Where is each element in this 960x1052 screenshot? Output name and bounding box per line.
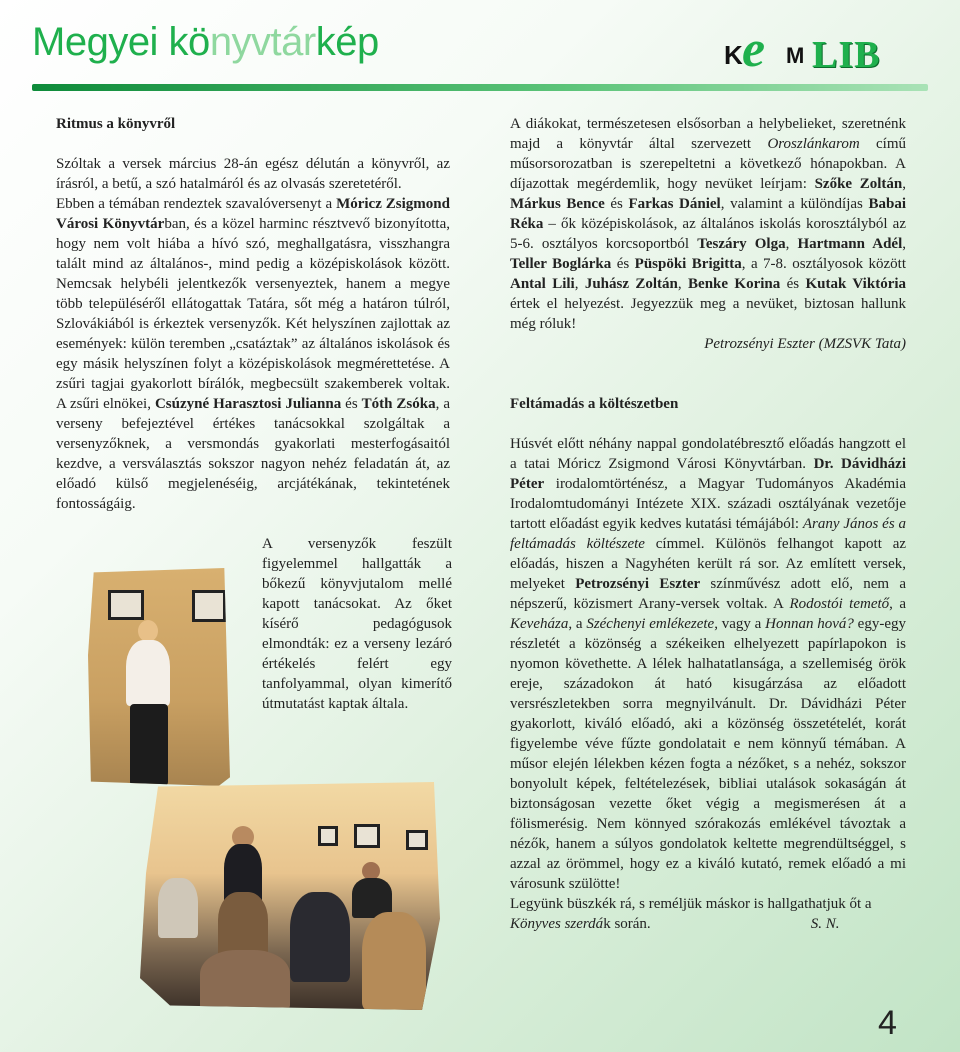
audience-member	[158, 878, 198, 938]
text-run: Keveháza	[510, 616, 569, 632]
wall-picture	[406, 830, 428, 850]
text-run: Tóth Zsóka	[361, 396, 436, 412]
text-run: – ők középiskolások, az általános iskolás korosztályból az 5-6. osztályos korcsoportból	[510, 216, 906, 252]
winner-name: Juhász Zoltán	[584, 276, 678, 292]
logo-letter: LIB	[812, 34, 881, 76]
winner-name: Babai Réka	[510, 196, 906, 232]
text-run: Ebben a témában rendeztek szavalóversenyt a	[56, 196, 337, 212]
winner-name: Szőke Zoltán	[814, 176, 903, 192]
winner-name: Teller Boglárka	[510, 256, 612, 272]
winner-name: Kutak Viktória	[805, 276, 907, 292]
text-run: Petrozsényi Eszter	[575, 576, 701, 592]
text-run: Széchenyi emlékezete	[586, 616, 715, 632]
text-run: Dr. Dávidházi Péter	[510, 456, 906, 492]
article-signature: Petrozsényi Eszter (MZSVK Tata)	[704, 336, 906, 352]
text-run: , a 7-8. osztályosok között	[741, 256, 906, 272]
winner-name: Márkus Bence	[510, 196, 605, 212]
text-run: ban, és a közel harminc résztvevő bizonyította, hogy nem volt hiába a hívó szó, meghallgatásra, visszhangra talált mind az általános-, mind pedig a középiskolások között. Nemcsak helybéli jelentkezők versenyeztek, hanem a megye több településéről ellátogattak Tatára, sőt még a határon túlról, Szlovákiából is érkeztek versenyzők. Két helyszínen zajlottak az események: külön teremben „csatáztak” az általános iskolások és egy másik helyszínen folyt a középiskolások megmérettetése. A zsűri tagjai gyakorlott bírálók, megbecsült szakemberek voltak. A zsűri elnökei,	[56, 216, 450, 412]
wall-picture	[108, 590, 144, 620]
page-number: 4	[878, 1004, 897, 1042]
text-run: értek el helyezést. Jegyezzük meg a nevüket, biztosan hallunk még róluk!	[510, 296, 906, 332]
article-paragraph	[510, 894, 906, 934]
text-run: Arany János és a feltámadás költészete	[510, 516, 906, 552]
text-run: ,	[574, 276, 585, 292]
article-paragraph: Szóltak a versek március 28-án egész délután a könyvről, az írásról, a betű, a szó hatalmáról és az olvasás szeretetéről.	[56, 156, 450, 192]
photo-audience	[140, 782, 440, 1010]
text-run: A diákokat, természetesen elsősorban a helybelieket, szeretnénk majd a könyvtár által szervezett	[510, 116, 906, 152]
wall-picture	[354, 824, 380, 848]
text-run: Rodostói temető	[789, 596, 890, 612]
audience-member	[200, 950, 290, 1010]
text-run: címmel. Különös felhangot kapott az előadás, hiszen a Nagyhéten került rá sor. Az említett versek, melyeket	[510, 536, 907, 592]
winner-name: Hartmann Adél	[797, 236, 903, 252]
article-paragraph	[510, 434, 906, 894]
text-run: és	[341, 396, 362, 412]
winner-name: Antal Lili	[510, 276, 575, 292]
right-column	[510, 114, 906, 934]
wrapped-paragraph: A versenyzők feszült figyelemmel hallgatták a bőkezű könyvjutalom mellé kapott tanácsokat. Az őket kísérő pedagógusok elmondták: ez a verseny lezáró értékelés felért egy tanfolyammal, olyan kimerítő útmutatást kaptak általa.	[262, 536, 452, 712]
article-paragraph	[510, 114, 906, 334]
wall-picture	[318, 826, 338, 846]
winner-name: Farkas Dániel	[628, 196, 721, 212]
text-run: egy-egy részletét a közönség a székeiken elhelyezett papírlapokon is nyomon követhette. A lélek halhatatlansága, a szellemiség örök ereje, századokon át ható kisugárzása az előadott versrészletekben sorra megnyilvánult. Dr. Dávidházi Péter gyakorlott, kiváló előadó, aki a közönség összetételét, korát figyelembe véve fűzte gondolatait e nem könnyű témában. A műsor elején lélekben kézen fogta a nézőket, s a nehéz, sokszor bonyolult képek, feltételezések, bibliai utalások sokaságán át biztonságosan vezette őket végig a megismerésen át a fölismerésig. Nem könnyed szórakozás emlékével távoztak a nézők, hanem a súlyos gondolatok keltette megrendültséggel, s azzal az örömmel, hogy ez a kiváló kutató, remek előadó a mi városunk szülötte!	[510, 616, 906, 892]
winner-name: Teszáry Olga	[697, 236, 786, 252]
text-run: és	[780, 276, 806, 292]
text-run: , a	[568, 616, 587, 632]
title-part: kép	[315, 20, 379, 64]
article-signature: S. N.	[810, 916, 840, 932]
masthead-title	[32, 22, 379, 62]
person-legs	[130, 704, 168, 786]
text-run: Csúzyné Harasztosi Julianna	[154, 396, 342, 412]
audience-member	[290, 892, 350, 982]
header-rule	[32, 84, 928, 91]
text-run: Móricz Zsigmond Városi Könyvtár	[56, 196, 450, 232]
text-run: irodalomtörténész, a Magyar Tudományos Akadémia Irodalomtudományi Intézete XIX. századi osztályának vezetője tartott előadást egyik kedves kutatási témájából:	[510, 476, 906, 532]
article-heading: Ritmus a könyvről	[56, 116, 176, 132]
text-run: ,	[677, 276, 689, 292]
text-run: Húsvét előtt néhány nappal gondolatébresztő előadás hangzott el a tatai Móricz Zsigmond Városi Könyvtárban.	[510, 436, 906, 472]
text-run: ,	[902, 236, 906, 252]
text-run: Oroszlánkarom	[767, 136, 860, 152]
audience-member	[362, 912, 426, 1010]
text-run: és	[604, 196, 629, 212]
text-run: ,	[785, 236, 798, 252]
person-head	[138, 620, 158, 642]
text-run: Legyünk büszkék rá, s reméljük máskor is hallgathatjuk őt a	[510, 896, 872, 912]
winner-name: Benke Korina	[688, 276, 781, 292]
text-run: Honnan hová?	[765, 616, 854, 632]
text-run: , a verseny befejeztével értékes tanácsokkal szolgáltak a versenyzőknek, a versmondás gyakorlati mesterfogásaitól kezdve, a versválasztás sokszor nagyon nehéz feladatán át, az előadó külső megjelenéséig, arcjátékának, tekintetének fontosságáig.	[56, 396, 450, 512]
text-run: színművész adott elő, nem a népszerű, közismert Arany-versek voltak. A	[510, 576, 906, 612]
photo-reciter	[88, 568, 230, 786]
article-paragraph	[56, 194, 450, 514]
logo-letter: e	[742, 21, 766, 78]
person-body	[126, 640, 170, 706]
text-run: k során.	[603, 916, 651, 932]
text-run: ,	[902, 176, 906, 192]
text-run: című műsorsorozatban is szerepeltetni a következő hónapokban. A díjazottak megérdemlik, hogy nevüket leírjam:	[510, 136, 907, 192]
text-run: és	[611, 256, 635, 272]
wall-picture	[192, 590, 226, 622]
winner-name: Püspöki Brigitta	[634, 256, 742, 272]
title-part: nyvtár	[209, 20, 316, 64]
logo-letter: M	[786, 43, 805, 68]
article-heading: Feltámadás a költészetben	[510, 396, 679, 412]
kemlib-logo	[724, 21, 914, 78]
title-part: Megyei kö	[32, 20, 210, 64]
text-run: , valamint a különdíjas	[720, 196, 869, 212]
article-ritmus	[56, 114, 450, 514]
text-run: , a	[889, 596, 906, 612]
text-run: Könyves szerdá	[510, 916, 604, 932]
text-run: , vagy a	[714, 616, 766, 632]
logo-letter: K	[724, 40, 743, 70]
